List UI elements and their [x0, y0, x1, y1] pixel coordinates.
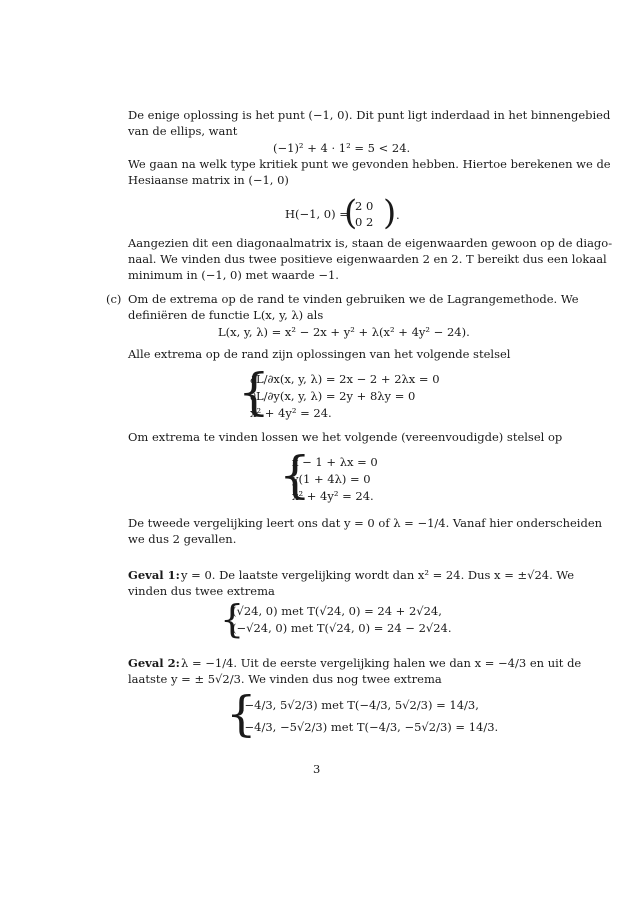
- page-number: 3: [313, 762, 321, 776]
- equation-check: (−1)² + 4 · 1² = 5 < 24.: [273, 141, 411, 155]
- paragraph-line: vinden dus twee extrema: [128, 584, 275, 598]
- paragraph-line: λ = −1/4. Uit de eerste vergelijking halen we dan x = −4/3 en uit de: [181, 656, 582, 670]
- case-1-extremum-2: (−√24, 0) met T(√24, 0) = 24 − 2√24.: [232, 621, 452, 635]
- system-brace: {: [279, 446, 311, 504]
- system1-eq2: ∂L/∂y(x, y, λ) = 2y + 8λy = 0: [250, 389, 416, 403]
- system1-eq1: ∂L/∂x(x, y, λ) = 2x − 2 + 2λx = 0: [250, 372, 440, 386]
- paragraph-line: definiëren de functie L(x, y, λ) als: [128, 308, 324, 322]
- system2-eq2: y(1 + 4λ) = 0: [292, 472, 371, 486]
- paragraph-line: we dus 2 gevallen.: [128, 532, 237, 546]
- case-1-extremum-1: (√24, 0) met T(√24, 0) = 24 + 2√24,: [232, 604, 442, 618]
- paragraph-line: y = 0. De laatste vergelijking wordt dan x² = 24. Dus x = ±√24. We: [181, 568, 575, 582]
- paragraph-line: minimum in (−1, 0) met waarde −1.: [128, 268, 339, 282]
- system-brace: {: [238, 363, 270, 421]
- hessian-row-1: 2 0: [355, 199, 374, 213]
- paragraph-line: We gaan na welk type kritiek punt we gevonden hebben. Hiertoe berekenen we de: [128, 157, 611, 171]
- paragraph-line: Aangezien dit een diagonaalmatrix is, staan de eigenwaarden gewoon op de diago-: [128, 236, 613, 250]
- paragraph-line: De tweede vergelijking leert ons dat y = 0 of λ = −1/4. Vanaf hier onderscheiden: [128, 516, 603, 530]
- item-label-c: (c): [106, 292, 122, 306]
- case-2-label: Geval 2:: [128, 656, 180, 670]
- paragraph-line: De enige oplossing is het punt (−1, 0). Dit punt ligt inderdaad in het binnengebied: [128, 108, 611, 122]
- paragraph-line: Alle extrema op de rand zijn oplossingen van het volgende stelsel: [128, 347, 511, 361]
- case-1-label: Geval 1:: [128, 568, 180, 582]
- hessian-row-2: 0 2: [355, 215, 374, 229]
- system2-eq3: x² + 4y² = 24.: [292, 489, 374, 503]
- matrix-paren-left: (: [344, 193, 358, 233]
- period: .: [396, 208, 400, 222]
- paragraph-line: van de ellips, want: [128, 124, 238, 138]
- system2-eq1: x − 1 + λx = 0: [292, 455, 378, 469]
- matrix-paren-right: ): [383, 193, 397, 233]
- system1-eq3: x² + 4y² = 24.: [250, 406, 332, 420]
- paragraph-line: naal. We vinden dus twee positieve eigenwaarden 2 en 2. T bereikt dus een lokaal: [128, 252, 607, 266]
- paragraph-line: Hesiaanse matrix in (−1, 0): [128, 173, 289, 187]
- system-brace: {: [220, 597, 245, 641]
- lagrange-equation: L(x, y, λ) = x² − 2x + y² + λ(x² + 4y² − 24).: [218, 325, 470, 339]
- paragraph-line: laatste y = ± 5√2/3. We vinden dus nog twee extrema: [128, 672, 442, 686]
- hessian-lhs: H(−1, 0) =: [285, 207, 349, 221]
- paragraph-line: Om extrema te vinden lossen we het volgende (vereenvoudigde) stelsel op: [128, 430, 563, 444]
- paragraph-line: Om de extrema op de rand te vinden gebruiken we de Lagrangemethode. We: [128, 292, 579, 306]
- system-brace: {: [226, 686, 257, 742]
- case-2-extremum-2: (−4/3, −5√2/3) met T(−4/3, −5√2/3) = 14/3.: [240, 720, 499, 734]
- case-2-extremum-1: (−4/3, 5√2/3) met T(−4/3, 5√2/3) = 14/3,: [240, 698, 479, 712]
